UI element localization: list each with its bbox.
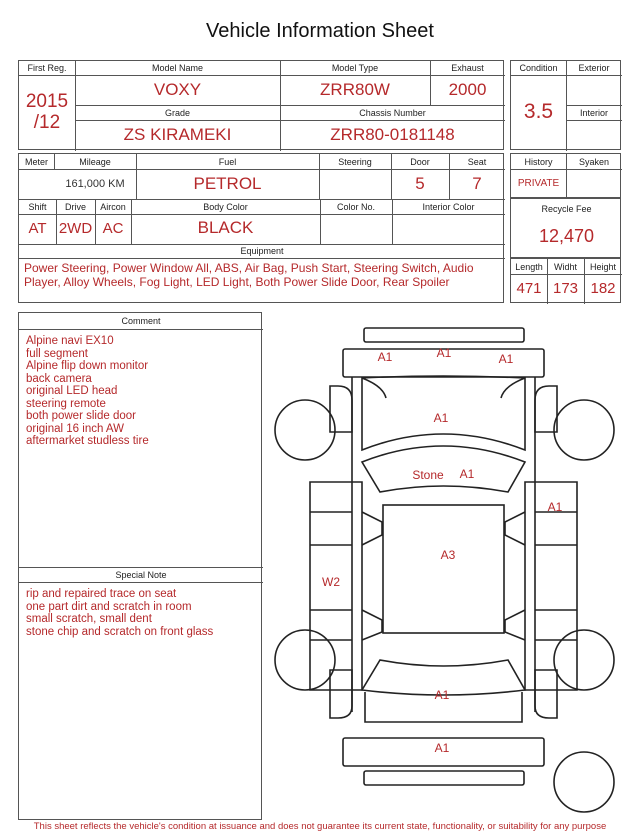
height-label: Height: [589, 262, 616, 272]
special-note-text: rip and repaired trace on seat one part dirt and scratch in room small scratch, small dent stone chip and scratch on front glass: [26, 588, 214, 638]
exhaust-value: 2000: [448, 80, 487, 99]
grade-label: Grade: [164, 108, 190, 118]
damage-roof: A3: [440, 548, 456, 562]
body-color-value: BLACK: [197, 218, 254, 237]
model-type-value: ZRR80W: [320, 80, 390, 99]
length-label: Length: [515, 262, 543, 272]
rear-right-wheel: [554, 630, 614, 690]
chassis-value: ZRR80-0181148: [330, 125, 455, 144]
rear-right-corner: [535, 670, 557, 718]
damage-hood: A1: [433, 411, 449, 425]
comment-panel: [18, 312, 262, 820]
exterior-label: Exterior: [578, 63, 610, 73]
front-left-corner: [330, 386, 352, 432]
shift-label: Shift: [28, 202, 47, 212]
width-value: 173: [552, 280, 579, 297]
length-value: 471: [516, 280, 542, 297]
chassis-label: Chassis Number: [359, 108, 426, 118]
condition-value: 3.5: [523, 100, 554, 123]
model-type-label: Model Type: [331, 63, 379, 73]
grade-value: ZS KIRAMEKI: [123, 125, 232, 144]
equipment-line-1: Power Steering, Power Window All, ABS, Air Bag, Push Start, Steering Switch, Audio: [24, 261, 474, 275]
drive-label: Drive: [64, 202, 86, 212]
spare-wheel: [554, 752, 614, 812]
fuel-label: Fuel: [218, 157, 237, 167]
seat-label: Seat: [467, 157, 487, 167]
history-table: [510, 153, 621, 198]
door-value: 5: [415, 174, 425, 193]
first-reg-year: 2015: [25, 91, 69, 112]
fuel-value: PETROL: [193, 174, 262, 193]
damage-rear-glass: A1: [434, 688, 450, 702]
recycle-fee-value: 12,470: [538, 226, 595, 246]
dimensions-table: [510, 258, 621, 303]
rear-bar: [364, 771, 524, 785]
damage-rear-bumper: A1: [434, 741, 450, 755]
recycle-fee-box: [510, 198, 621, 258]
mileage-label: Mileage: [79, 157, 111, 167]
equipment-line-2: Player, Alloy Wheels, Fog Light, LED Light, Both Power Slide Door, Rear Spoiler: [24, 275, 450, 289]
equipment-label: Equipment: [240, 246, 284, 256]
condition-label: Condition: [519, 63, 558, 73]
color-no-label: Color No.: [336, 202, 375, 212]
damage-front-bumper-left: A1: [377, 350, 393, 364]
disclaimer-footer: This sheet reflects the vehicle's condition at issuance and does not guarantee its current state, functionality, or suitability for any purpose: [33, 821, 607, 832]
syaken-label: Syaken: [578, 157, 610, 167]
comment-text: Alpine navi EX10 full segment Alpine flip down monitor back camera original LED head steering remote both power slide door original 16 inch AW aftermarket studless tire: [26, 335, 149, 447]
body-color-label: Body Color: [203, 202, 248, 212]
page-title: Vehicle Information Sheet: [206, 20, 434, 42]
basic-info-table: [18, 60, 504, 150]
interior-label: Interior: [579, 108, 608, 118]
aircon-value: AC: [102, 220, 124, 237]
exhaust-label: Exhaust: [451, 63, 484, 73]
special-note-label: Special Note: [115, 570, 167, 580]
recycle-fee-label: Recycle Fee: [541, 204, 592, 214]
seat-value: 7: [472, 174, 482, 193]
front-right-wheel: [554, 400, 614, 460]
history-label: History: [524, 157, 553, 167]
front-left-wheel: [275, 400, 335, 460]
interior-color-label: Interior Color: [422, 202, 475, 212]
shift-value: AT: [28, 220, 47, 237]
comment-label: Comment: [121, 316, 161, 326]
damage-front-bumper-right: A1: [498, 352, 514, 366]
spec-table: [18, 153, 504, 303]
damage-front-bumper-center: A1: [436, 346, 452, 360]
damage-left-side: W2: [322, 575, 340, 589]
car-damage-diagram: [268, 318, 620, 818]
door-label: Door: [410, 157, 430, 167]
meter-label: Meter: [24, 157, 48, 167]
history-value: PRIVATE: [517, 178, 560, 189]
aircon-label: Aircon: [100, 202, 126, 212]
first-reg-label: First Reg.: [27, 63, 67, 73]
condition-table: [510, 60, 621, 150]
rear-left-wheel: [275, 630, 335, 690]
roof: [383, 505, 504, 633]
height-value: 182: [590, 280, 616, 297]
model-name-value: VOXY: [153, 80, 202, 99]
first-reg-month: /12: [33, 112, 61, 133]
model-name-label: Model Name: [151, 63, 204, 73]
width-label: Widht: [553, 262, 577, 272]
mileage-value: 161,000 KM: [65, 178, 125, 190]
damage-windshield-stone: Stone: [412, 468, 444, 482]
front-bar: [364, 328, 524, 342]
drive-value: 2WD: [58, 220, 93, 237]
steering-label: Steering: [338, 157, 372, 167]
damage-windshield: A1: [459, 467, 475, 481]
damage-right-side: A1: [547, 500, 563, 514]
rear-left-corner: [330, 670, 352, 718]
